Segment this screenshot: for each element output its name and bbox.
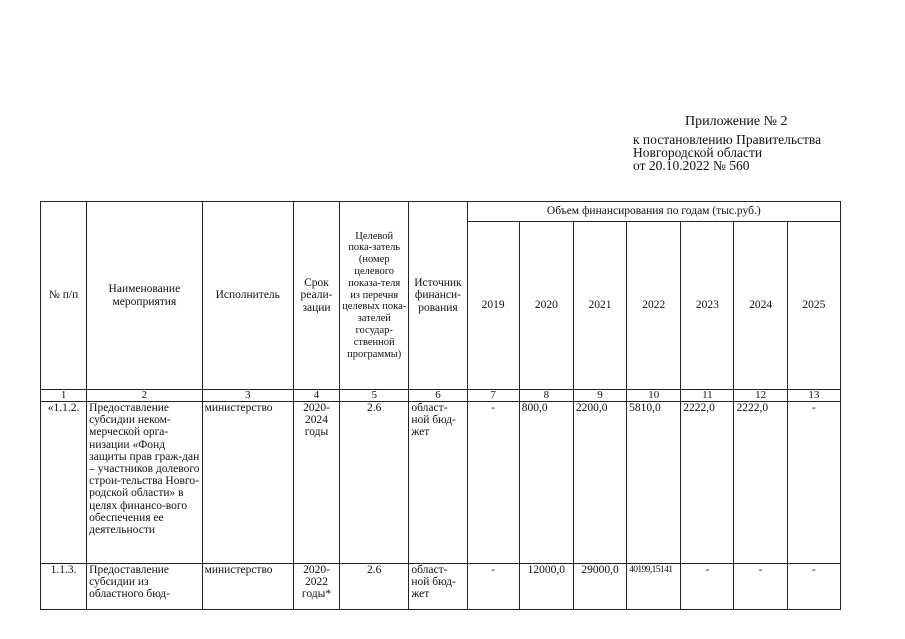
col-header-year-2024: 2024 [734, 222, 787, 390]
row-value-2023: - [681, 564, 734, 610]
column-number-row [41, 390, 841, 402]
row-source: област-ной бюд-жет [409, 402, 467, 564]
col-header-executor: Исполнитель [202, 202, 293, 390]
row-term: 2020-2024 годы [293, 402, 339, 564]
col-header-year-2021: 2021 [573, 222, 626, 390]
header-line-3: от 20.10.2022 № 560 [633, 158, 750, 173]
header-line-2: Новгородской области [633, 145, 763, 160]
col-header-source: Источник финанси-рования [409, 202, 467, 390]
row-value-2022: 40199,15141 [627, 564, 681, 610]
col-number: 8 [519, 390, 573, 402]
col-header-target [340, 202, 409, 390]
row-target: 2.6 [340, 402, 409, 564]
row-value-2019: - [467, 564, 519, 610]
col-header-name: Наименование мероприятия [87, 202, 202, 390]
col-header-year-2025: 2025 [787, 222, 840, 390]
row-term: 2020-2022 годы* [293, 564, 339, 610]
row-num: 1.1.3. [41, 564, 87, 610]
row-value-2023: 2222,0 [681, 402, 734, 564]
document-header [633, 115, 898, 172]
col-header-target-text: Целевой пока-затель (номер целевого показа-теля из перечня целевых пока-зателей государ-ственной программы) [342, 230, 407, 360]
row-value-2019: - [467, 402, 519, 564]
row-value-2024: 2222,0 [734, 402, 787, 564]
col-number: 2 [87, 390, 202, 402]
row-executor: министерство [202, 564, 293, 610]
row-target: 2.6 [340, 564, 409, 610]
col-number: 9 [573, 390, 626, 402]
col-header-year-2020: 2020 [519, 222, 573, 390]
col-number: 3 [202, 390, 293, 402]
row-value-2021: 2200,0 [573, 402, 626, 564]
col-number: 12 [734, 390, 787, 402]
col-number: 11 [681, 390, 734, 402]
funding-table [40, 201, 841, 610]
table-row [41, 402, 841, 564]
col-header-year-2019: 2019 [467, 222, 519, 390]
row-source: област-ной бюд-жет [409, 564, 467, 610]
col-number: 13 [787, 390, 840, 402]
col-header-term: Срок реали-зации [293, 202, 339, 390]
row-name: Предоставление субсидии из областного бюд- [87, 564, 202, 610]
row-value-2022: 5810,0 [627, 402, 681, 564]
col-header-funding-group: Объем финансирования по годам (тыс.руб.) [467, 202, 840, 222]
header-line-1: к постановлению Правительства [633, 132, 822, 147]
col-number: 4 [293, 390, 339, 402]
col-number: 6 [409, 390, 467, 402]
appendix-title: Приложение № 2 [685, 114, 788, 129]
col-number: 1 [41, 390, 87, 402]
row-value-2021: 29000,0 [573, 564, 626, 610]
col-header-num: № п/п [41, 202, 87, 390]
col-number: 10 [627, 390, 681, 402]
row-name: Предоставление субсидии неком-мерческой орга-низации «Фонд защиты прав граж-дан – участников долевого строи-тельства Новго-родской области» в целях финансо-вого обеспечения ее деятельности [87, 402, 202, 564]
col-number: 7 [467, 390, 519, 402]
row-num: «1.1.2. [41, 402, 87, 564]
row-value-2020: 800,0 [519, 402, 573, 564]
table-row [41, 564, 841, 610]
col-header-year-2022: 2022 [627, 222, 681, 390]
row-value-2020: 12000,0 [519, 564, 573, 610]
row-value-2025: - [787, 564, 840, 610]
row-value-2025: - [787, 402, 840, 564]
col-header-year-2023: 2023 [681, 222, 734, 390]
row-executor: министерство [202, 402, 293, 564]
col-number: 5 [340, 390, 409, 402]
row-value-2024: - [734, 564, 787, 610]
